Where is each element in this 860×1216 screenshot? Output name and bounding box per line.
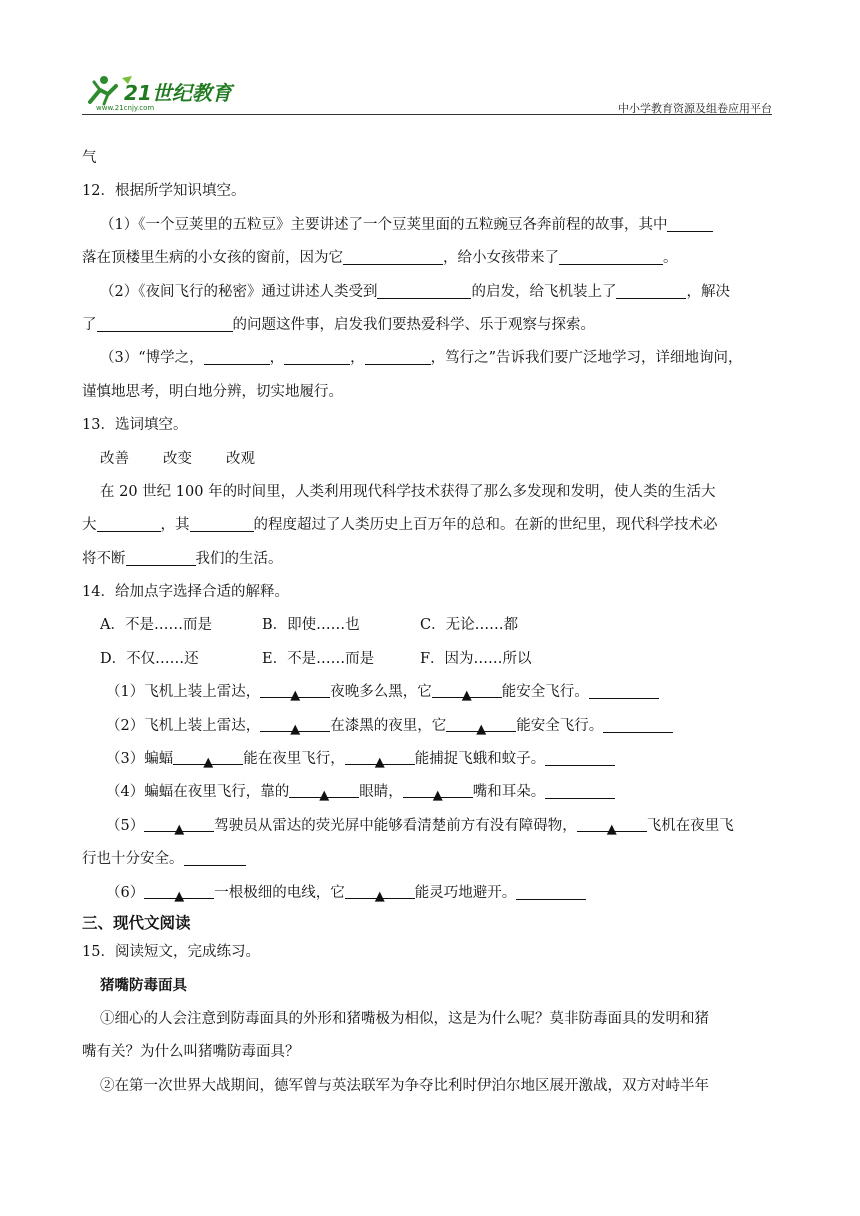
- text: （3）“博学之，: [100, 350, 204, 367]
- q14-item-2: [82, 710, 778, 743]
- word-option: 改善: [100, 450, 129, 467]
- blank[interactable]: [603, 714, 673, 733]
- q14-item-1: [82, 676, 778, 709]
- text: ，给小女孩带来了: [443, 250, 559, 267]
- text: 的程度超过了人类历史上百万年的总和。在新的世纪里，现代科学技术必: [253, 517, 718, 534]
- answer-blank[interactable]: ▲: [446, 713, 516, 732]
- header-divider: [82, 114, 772, 115]
- text: ，笃行之”告诉我们要广泛地学习，详细地询问，: [430, 350, 743, 367]
- blank[interactable]: [545, 780, 615, 799]
- text: （3）蝙蝠: [106, 751, 174, 768]
- text: 我们的生活。: [195, 550, 283, 567]
- text: 在漆黑的夜里，它: [330, 717, 447, 734]
- q14-options-row1: [82, 609, 778, 642]
- q12-part1-line1: [82, 209, 778, 242]
- answer-blank[interactable]: ▲: [144, 813, 214, 832]
- q13-paragraph-line3: [82, 543, 778, 576]
- text: ，: [269, 350, 285, 367]
- q14-item-6: [82, 877, 778, 910]
- text: 飞机在夜里飞: [646, 817, 734, 834]
- answer-blank[interactable]: ▲: [432, 679, 502, 698]
- answer-blank[interactable]: ▲: [403, 779, 473, 798]
- question-15-title: 15．阅读短文，完成练习。: [82, 943, 260, 960]
- answer-blank[interactable]: ▲: [260, 679, 330, 698]
- text: （1）飞机上装上雷达，: [106, 684, 261, 701]
- text: ，其: [160, 517, 190, 534]
- blank[interactable]: [97, 313, 233, 332]
- option: E．不是……而是: [262, 650, 375, 667]
- word-option: 改变: [163, 450, 192, 467]
- q12-part2-line1: [82, 276, 778, 309]
- q13-word-bank: [82, 443, 778, 476]
- blank[interactable]: [377, 280, 471, 299]
- answer-blank[interactable]: ▲: [289, 779, 359, 798]
- blank[interactable]: [126, 547, 196, 566]
- q14-options-row2: [82, 643, 778, 676]
- answer-blank[interactable]: ▲: [260, 713, 330, 732]
- document-body: [82, 142, 778, 1103]
- article-paragraph-2-line1: ②在第一次世界大战期间，德军曾与英法联军为争夺比利时伊泊尔地区展开激战，双方对峙半年: [100, 1077, 709, 1094]
- q13-paragraph-line1: 在 20 世纪 100 年的时间里，人类利用现代科学技术获得了那么多发现和发明，使人类的生活大: [100, 483, 716, 500]
- text: 的启发，给飞机装上了: [471, 283, 617, 300]
- q12-part2-line2: [82, 309, 778, 342]
- q14-item-4: [82, 776, 778, 809]
- answer-blank[interactable]: ▲: [173, 746, 243, 765]
- answer-blank[interactable]: ▲: [345, 880, 415, 899]
- option: C．无论……都: [420, 617, 519, 634]
- text: 落在顶楼里生病的小女孩的窗前，因为它: [82, 250, 343, 267]
- text: （1）《一个豆荚里的五粒豆》主要讲述了一个豆荚里面的五粒豌豆各奔前程的故事，其中: [100, 216, 668, 233]
- site-name: 中小学教育资源及组卷应用平台: [618, 102, 772, 115]
- answer-blank[interactable]: ▲: [345, 746, 415, 765]
- text: 大: [82, 517, 97, 534]
- blank[interactable]: [284, 346, 350, 365]
- text: 一根极细的电线，它: [214, 884, 345, 901]
- option: A．不是……而是: [100, 617, 212, 634]
- text: 了: [82, 316, 97, 333]
- blank[interactable]: [616, 280, 686, 299]
- section-3-heading: 三、现代文阅读: [82, 913, 191, 932]
- text-line: 气: [82, 150, 97, 166]
- text: （6）: [106, 884, 145, 901]
- blank[interactable]: [190, 513, 254, 532]
- text: （2）飞机上装上雷达，: [106, 717, 261, 734]
- blank[interactable]: [667, 213, 713, 232]
- text: 驾驶员从雷达的荧光屏中能够看清楚前方有没有障碍物，: [214, 817, 577, 834]
- text: 能灵巧地避开。: [414, 884, 517, 901]
- question-13-title: 13．选词填空。: [82, 417, 188, 434]
- site-logo[interactable]: [82, 72, 252, 112]
- text: 眼睛，: [359, 784, 403, 801]
- text: 能安全飞行。: [516, 717, 604, 734]
- answer-blank[interactable]: ▲: [577, 813, 647, 832]
- question-14-title: 14．给加点字选择合适的解释。: [82, 584, 289, 601]
- q12-part3-line2: 谨慎地思考，明白地分辨，切实地履行。: [82, 383, 343, 400]
- text: 行也十分安全。: [82, 851, 184, 868]
- q14-item-5-line2: [82, 843, 778, 876]
- blank[interactable]: [589, 680, 659, 699]
- page-header: [82, 72, 772, 114]
- blank[interactable]: [204, 346, 270, 365]
- text: 嘴和耳朵。: [472, 784, 546, 801]
- text: ，解决: [686, 283, 730, 300]
- option: D．不仅……还: [100, 650, 199, 667]
- text: 夜晚多么黑，它: [330, 684, 432, 701]
- question-12-title: 12．根据所学知识填空。: [82, 183, 246, 200]
- blank[interactable]: [559, 246, 663, 265]
- blank[interactable]: [97, 513, 161, 532]
- text: 将不断: [82, 550, 126, 567]
- article-paragraph-1-line2: 嘴有关？为什么叫猪嘴防毒面具？: [82, 1044, 300, 1061]
- text: （4）蝙蝠在夜里飞行，靠的: [106, 784, 290, 801]
- article-title: 猪嘴防毒面具: [100, 977, 187, 995]
- svg-text:21世纪教育: 21世纪教育: [124, 81, 232, 105]
- q13-paragraph-line2: [82, 509, 778, 542]
- runner-logo-icon: [82, 72, 252, 112]
- blank[interactable]: [365, 346, 431, 365]
- text: （2）《夜间飞行的秘密》通过讲述人类受到: [100, 283, 378, 300]
- text: 能在夜里飞行，: [243, 751, 345, 768]
- blank[interactable]: [545, 747, 615, 766]
- text: 能捕捉飞蛾和蚊子。: [414, 751, 546, 768]
- text: 能安全飞行。: [501, 684, 589, 701]
- text: ，: [350, 350, 365, 367]
- q14-item-3: [82, 743, 778, 776]
- blank[interactable]: [184, 847, 246, 866]
- q14-item-5-line1: [82, 810, 778, 843]
- text: （5）: [106, 817, 145, 834]
- text: 。: [663, 250, 678, 267]
- article-paragraph-1-line1: ①细心的人会注意到防毒面具的外形和猪嘴极为相似，这是为什么呢？莫非防毒面具的发明和猪: [100, 1010, 709, 1027]
- word-option: 改观: [226, 450, 255, 467]
- blank[interactable]: [343, 246, 443, 265]
- option: B．即使……也: [262, 617, 360, 634]
- q12-part1-line2: [82, 242, 778, 275]
- text: 的问题这件事，启发我们要热爱科学、乐于观察与探索。: [232, 316, 595, 333]
- svg-text:www.21cnjy.com: www.21cnjy.com: [96, 104, 155, 112]
- q12-part3-line1: [82, 342, 778, 375]
- option: F．因为……所以: [420, 650, 532, 667]
- blank[interactable]: [516, 881, 586, 900]
- answer-blank[interactable]: ▲: [144, 880, 214, 899]
